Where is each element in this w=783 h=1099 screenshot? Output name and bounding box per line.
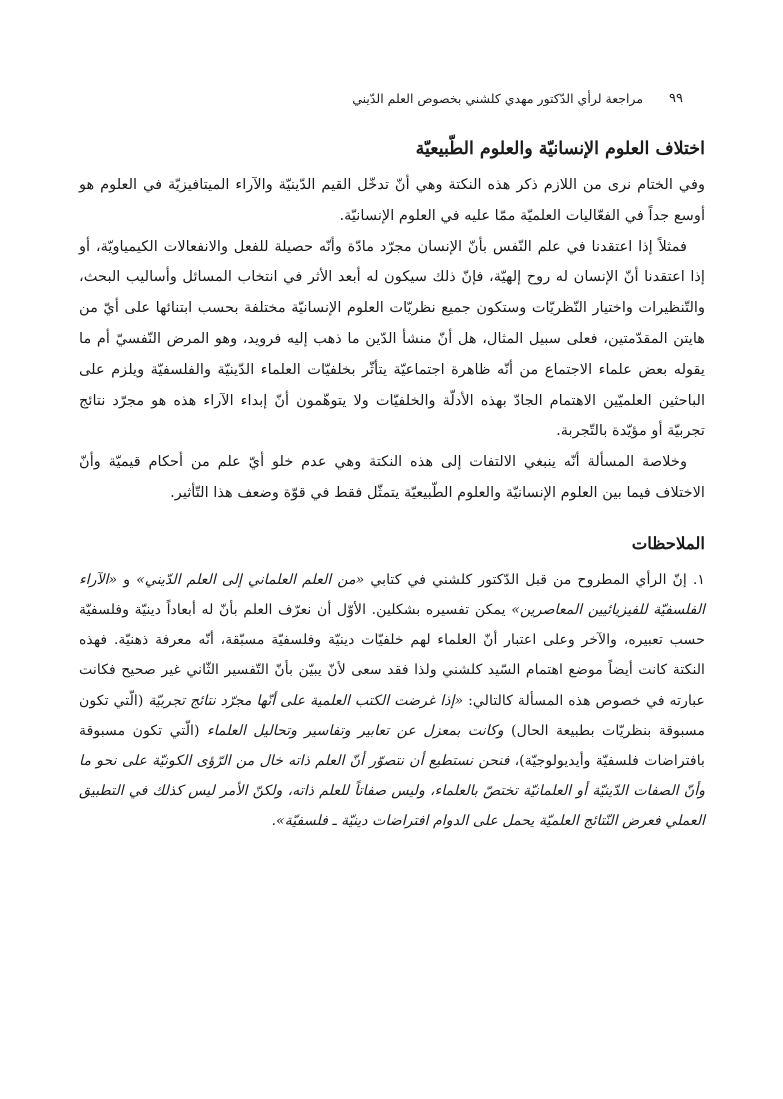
running-header [94, 86, 683, 110]
note-1 [79, 565, 705, 837]
running-header-title: مراجعة لرأي الدّكتور مهدي كلشني بخصوص العلم الدّيني [352, 90, 644, 106]
note-text: و [123, 571, 131, 588]
book-title: «من العلم العلماني إلى العلم الدّيني» [136, 571, 365, 588]
quotation: «إذا غرضت الكتب العلمية على أنّها مجرّد نتائج تجربيّة [148, 692, 464, 709]
page-content [79, 124, 705, 837]
parenthetical: (الّتي تكون مسبوقة بنظريّات بطبيعة الحال) [79, 692, 705, 739]
quotation: فنحن نستطيع أن نتصوّر أنّ العلم ذاته خال من الرّؤى الكونيّة على نحو ما وأنّ الصفات الدّينيّة أو العلمانيّة تختصّ بالعلماء، وليس صفاتاً للعلم ذاته، ولكنّ الأمر ليس كذلك في التطبيق العملي فعرض النّتائج العلميّة يحمل على الدوام افتراضات دينيّة ـ فلسفيّة». [79, 752, 705, 830]
notes-heading: الملاحظات [631, 533, 705, 553]
section-heading: اختلاف العلوم الإنسانيّة والعلوم الطّبيعيّة [415, 139, 705, 159]
note-number: ١. [692, 571, 706, 588]
note-text: إنّ الرأي المطروح من قبل الدّكتور كلشني في كتابي [370, 571, 687, 588]
paragraph-3: وخلاصة المسألة أنّه ينبغي الالتفات إلى هذه النكتة وهي عدم خلو أيّ علم من أحكام قيميّة وأنّ الاختلاف فيما بين العلوم الإنسانيّة والعلوم الطّبيعيّة يتمثّل فقط في قوّة وضعف هذا التّأثير. [79, 453, 705, 501]
paragraph-1: وفي الختام نرى من اللازم ذكر هذه النكتة وهي أنّ تدخّل القيم الدّينيّة والآراء الميتافيزيّة في العلوم هو أوسع جداً في الفعّاليات العلميّة ممّا عليه في العلوم الإنسانيّة. [79, 176, 705, 224]
book-title: «الآراء الفلسفيّة للفيزيائيين المعاصرين» [79, 571, 706, 618]
note-text: يمكن تفسيره بشكلين. الأوّل أن نعرّف العلم بأنّ له أبعاداً دينيّة وفلسفيّة حسب تعبيره، والآخر وعلى اعتبار أنّ العلماء لهم خلفيّات دينيّة وفلسفيّة مسبّقة، أنّه معرفة ذهنيّة. فهذه النكتة كانت أيضاً موضع اهتمام السّيد كلشني ولذا فقد سعى لأنّ يبيّن بأنّ التّفسير الثّاني غير صحيح فكانت عبارته في خصوص هذه المسألة كالتالي: [79, 601, 706, 709]
quotation: وكانت بمعزل عن تعابير وتفاسير وتحاليل العلماء [206, 722, 504, 739]
parenthetical: (الّتي تكون مسبوقة بافتراضات فلسفيّة وأيديولوجيّة)، [79, 722, 705, 769]
paragraph-2: فمثلاً إذا اعتقدنا في علم النّفس بأنّ الإنسان مجرّد مادّة وأنّه حصيلة للفعل والانفعالات الكيمياويّة، أو إذا اعتقدنا أنّ الإنسان له روح إلهيّة، فإنّ ذلك سيكون له أبعد الأثر في انتخاب المسائل وأساليب البحث، والتّنظيرات واختيار النّظريّات وستكون جميع نظريّات العلوم الإنسانيّة مختلفة بحسب ابتنائها على أيّ من هايتن المقدّمتين، فعلى سبيل المثال، هل أنّ منشأ الدّين ما ذهب إليه فرويد، وهو المرض النّفسيّ أم ما يقوله بعض علماء الاجتماع من أنّه ظاهرة اجتماعيّة يتأثّر بخلفيّات العلماء الدّينيّة والفلسفيّة ويلزم على الباحثين العلميّين الاهتمام الجادّ بهذه الأدلّة والخلفيّات ولا يتوهّمون أنّ إبداء الآراء هذه هو مجرّد نتائج تجربيّة أو مؤيّدة بالتّجربة. [79, 237, 705, 440]
page-number: ٩٩ [669, 90, 683, 106]
